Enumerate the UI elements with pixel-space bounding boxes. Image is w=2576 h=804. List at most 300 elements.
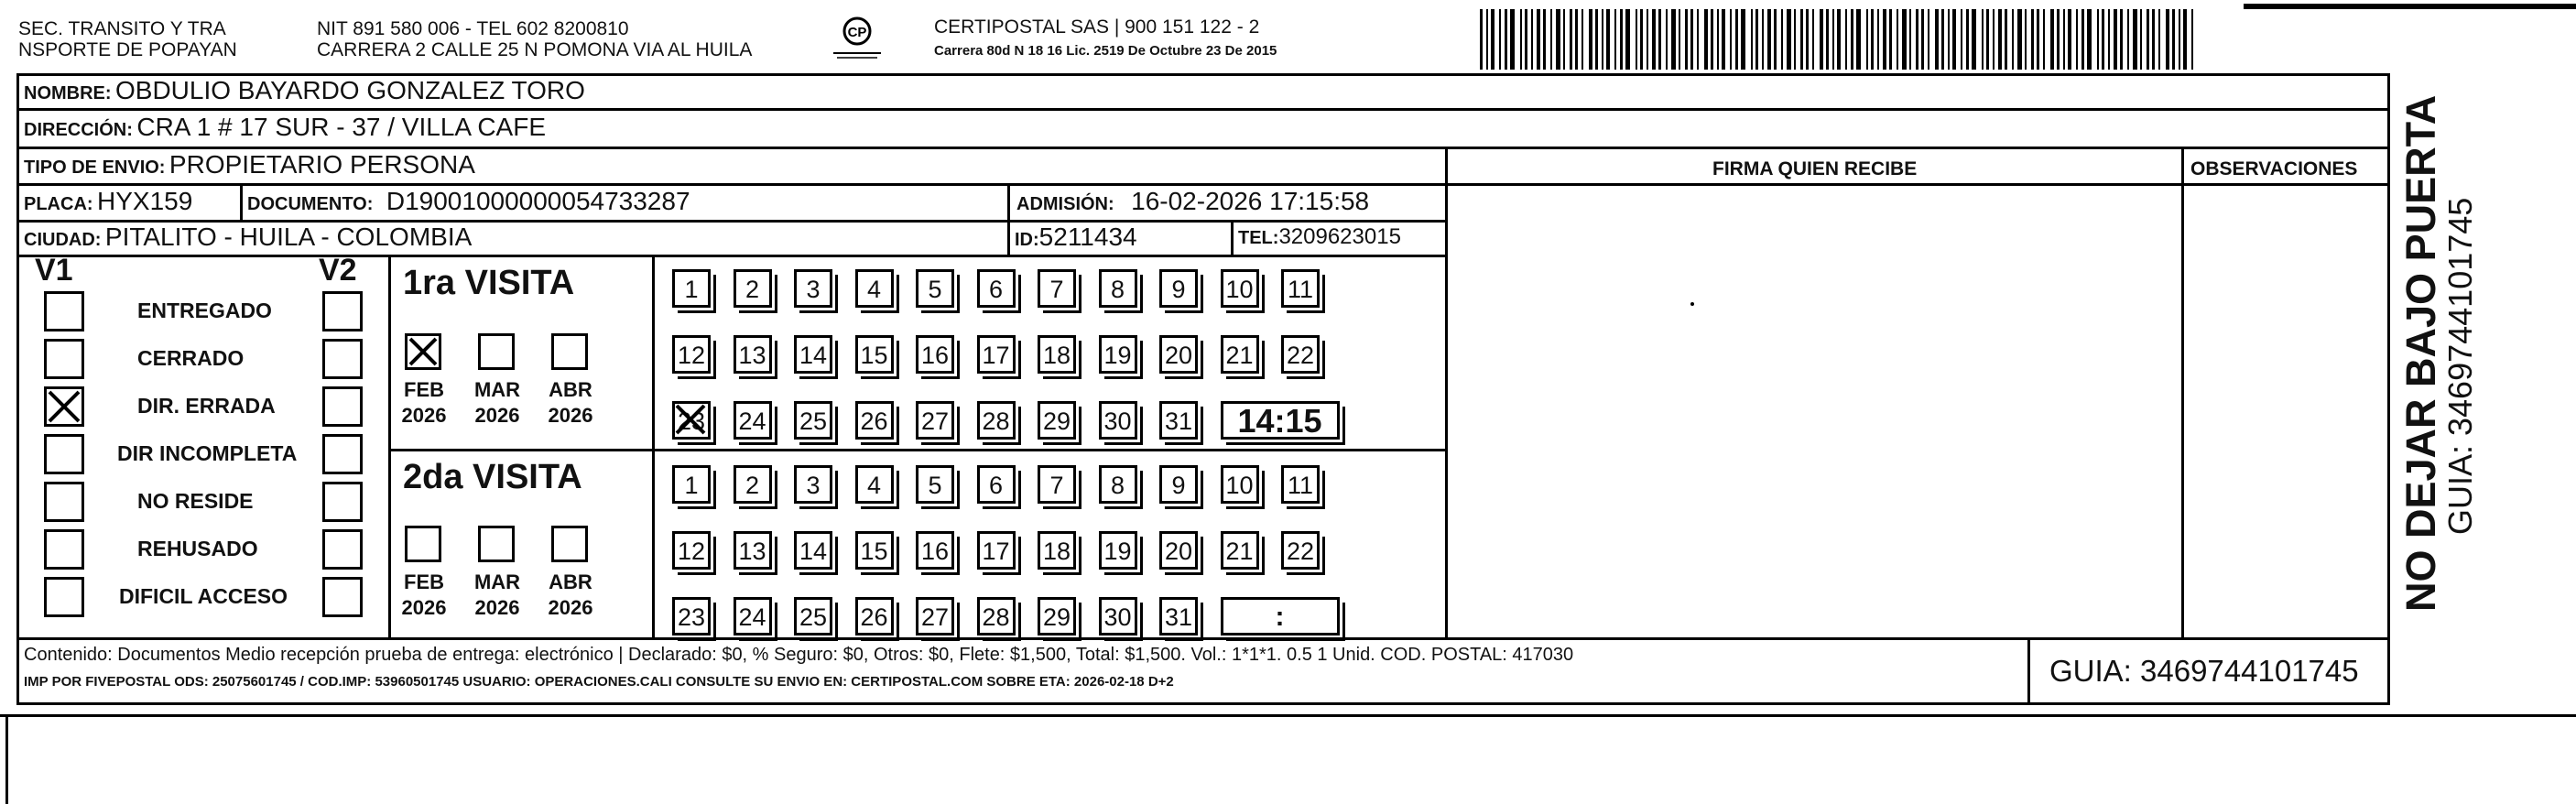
day-box[interactable] bbox=[1159, 465, 1198, 504]
sender-line-2: NSPORTE DE POPAYAN bbox=[18, 39, 237, 60]
day-number: 27 bbox=[920, 407, 950, 435]
nombre-label: NOMBRE: bbox=[24, 83, 112, 103]
day-number: 14 bbox=[799, 342, 828, 369]
barcode-bar bbox=[2081, 9, 2084, 70]
day-box[interactable] bbox=[734, 531, 772, 570]
day-number: 20 bbox=[1164, 538, 1193, 565]
barcode-bar bbox=[1866, 9, 1868, 70]
barcode-bar bbox=[1806, 9, 1809, 70]
day-number: 5 bbox=[928, 472, 942, 499]
carrier-logo-icon bbox=[828, 15, 886, 62]
rule bbox=[652, 255, 655, 637]
day-box[interactable] bbox=[734, 465, 772, 504]
month-checkbox[interactable] bbox=[551, 526, 588, 562]
day-box[interactable] bbox=[1159, 401, 1198, 440]
first-visit-time-box[interactable] bbox=[1221, 401, 1340, 440]
observaciones-label: OBSERVACIONES bbox=[2190, 158, 2358, 179]
bottom-border-line bbox=[0, 714, 2576, 717]
day-box[interactable] bbox=[672, 465, 711, 504]
barcode-bar bbox=[1921, 9, 1924, 70]
day-number: 8 bbox=[1110, 472, 1125, 499]
day-number: 15 bbox=[860, 538, 888, 565]
barcode-bar bbox=[1856, 9, 1861, 70]
month-checkbox[interactable] bbox=[551, 333, 588, 370]
barcode-bar bbox=[1550, 9, 1552, 70]
barcode-bar bbox=[1832, 9, 1834, 70]
barcode-bar bbox=[1722, 9, 1725, 70]
barcode-bar bbox=[1575, 9, 1578, 70]
barcode-bar bbox=[1909, 9, 1911, 70]
tel-value: 3209623015 bbox=[1278, 224, 1401, 249]
barcode-bar bbox=[1711, 9, 1713, 70]
day-number: 1 bbox=[684, 276, 699, 303]
placa-value: HYX159 bbox=[97, 187, 193, 215]
month-name: MAR bbox=[473, 570, 521, 593]
month-label bbox=[538, 570, 603, 621]
barcode-bar bbox=[1685, 9, 1688, 70]
placa-cell bbox=[24, 186, 192, 222]
month-year: 2026 bbox=[548, 596, 593, 619]
left-border-line bbox=[5, 714, 8, 804]
day-box[interactable] bbox=[1099, 465, 1137, 504]
barcode-bar bbox=[1952, 9, 1956, 70]
admision-label: ADMISIÓN: bbox=[1016, 194, 1114, 214]
month-checkbox[interactable] bbox=[405, 526, 441, 562]
day-box[interactable] bbox=[977, 335, 1016, 374]
day-number: 12 bbox=[677, 342, 706, 369]
month-label bbox=[392, 570, 456, 621]
x-mark-icon bbox=[673, 402, 708, 437]
barcode-bar bbox=[2005, 9, 2007, 70]
day-box[interactable] bbox=[734, 597, 772, 636]
day-box[interactable] bbox=[1159, 269, 1198, 308]
documento-value: D19001000000054733287 bbox=[386, 187, 690, 215]
day-number: 14 bbox=[799, 538, 828, 565]
v2-checkbox[interactable] bbox=[322, 291, 363, 331]
footer-contenido: Contenido: Documentos Medio recepción prueba de entrega: electrónico | Declarado: $0, % Seguro: $0, Otros: $0, Flete: $1,500, Total: $1,500. Vol.: 1*1*1. 0.5 1 Unid. COD. POSTAL: 417030 bbox=[24, 645, 1574, 665]
barcode-bar bbox=[1935, 9, 1939, 70]
barcode-bar bbox=[1845, 9, 1847, 70]
day-number: 12 bbox=[677, 538, 706, 565]
day-box[interactable] bbox=[1159, 531, 1198, 570]
barcode-bar bbox=[1480, 9, 1483, 70]
footer-imp-line: IMP POR FIVEPOSTAL ODS: 25075601745 / COD.IMP: 53960501745 USUARIO: OPERACIONES.CALI CONSULTE SU ENVIO EN: CERTIPOSTAL.COM SOBRE ETA: 2026-02-18 D+2 bbox=[24, 674, 1174, 690]
day-number: 11 bbox=[1287, 276, 1314, 303]
no-dejar-bajo-puerta: NO DEJAR BAJO PUERTA bbox=[2397, 94, 2444, 612]
barcode-bar bbox=[1820, 9, 1823, 70]
day-number: 9 bbox=[1171, 276, 1186, 303]
day-number: 23 bbox=[677, 407, 706, 435]
barcode-bar bbox=[1889, 9, 1892, 70]
barcode-bar bbox=[2140, 9, 2142, 70]
month-checkbox[interactable] bbox=[405, 333, 441, 370]
day-box[interactable] bbox=[794, 335, 832, 374]
direccion-label: DIRECCIÓN: bbox=[24, 120, 133, 140]
barcode-bar bbox=[2063, 9, 2065, 70]
barcode-bar bbox=[1897, 9, 1898, 70]
day-number: 10 bbox=[1225, 472, 1254, 499]
month-label bbox=[538, 377, 603, 429]
status-option-label: DIR. ERRADA bbox=[137, 394, 276, 418]
tel-label: TEL: bbox=[1238, 228, 1279, 248]
v2-checkbox[interactable] bbox=[322, 386, 363, 427]
month-year: 2026 bbox=[474, 596, 520, 619]
day-box[interactable] bbox=[1281, 465, 1320, 504]
day-box[interactable] bbox=[734, 269, 772, 308]
tipo-envio-row bbox=[24, 149, 475, 185]
barcode-bar bbox=[1486, 9, 1488, 70]
v2-checkbox[interactable] bbox=[322, 529, 363, 570]
barcode-bar bbox=[1602, 9, 1603, 70]
day-box[interactable] bbox=[977, 597, 1016, 636]
status-option-label: DIFICIL ACCESO bbox=[119, 584, 288, 608]
day-box[interactable] bbox=[1038, 335, 1076, 374]
day-box[interactable] bbox=[916, 465, 954, 504]
day-box[interactable] bbox=[794, 269, 832, 308]
day-box[interactable] bbox=[672, 531, 711, 570]
day-box[interactable] bbox=[855, 531, 894, 570]
barcode-bar bbox=[1671, 9, 1676, 70]
barcode-bar bbox=[1510, 9, 1515, 70]
rule bbox=[1445, 147, 1448, 637]
tipo-envio-label: TIPO DE ENVIO: bbox=[24, 158, 166, 178]
v1-checkbox[interactable] bbox=[44, 291, 84, 331]
barcode-bar bbox=[1556, 9, 1560, 70]
v2-label: V2 bbox=[319, 253, 357, 288]
barcode-bar bbox=[1505, 9, 1507, 70]
tipo-envio-value: PROPIETARIO PERSONA bbox=[168, 150, 475, 179]
barcode-bar bbox=[1916, 9, 1918, 70]
placa-label: PLACA: bbox=[24, 194, 93, 214]
day-box[interactable] bbox=[1099, 401, 1137, 440]
day-box[interactable] bbox=[1281, 335, 1320, 374]
month-label bbox=[465, 570, 529, 621]
day-box[interactable] bbox=[1281, 269, 1320, 308]
barcode-bar bbox=[2025, 9, 2027, 70]
v2-checkbox[interactable] bbox=[322, 482, 363, 522]
day-box[interactable] bbox=[916, 597, 954, 636]
second-visit-title: 2da VISITA bbox=[403, 458, 582, 496]
id-value: 5211434 bbox=[1038, 223, 1137, 251]
v1-checkbox[interactable] bbox=[44, 339, 84, 379]
barcode-bar bbox=[1717, 9, 1719, 70]
day-box[interactable] bbox=[794, 531, 832, 570]
status-option-label: ENTREGADO bbox=[137, 299, 272, 322]
nit-line: NIT 891 580 006 - TEL 602 8200810 bbox=[317, 18, 629, 39]
status-option-label: REHUSADO bbox=[137, 537, 258, 560]
day-number: 28 bbox=[982, 603, 1010, 631]
sender-line-1: SEC. TRANSITO Y TRA bbox=[18, 18, 226, 39]
visit-time: : bbox=[1275, 602, 1285, 632]
month-year: 2026 bbox=[548, 404, 593, 427]
rule bbox=[1007, 183, 1010, 255]
v1-checkbox[interactable] bbox=[44, 529, 84, 570]
v2-checkbox[interactable] bbox=[322, 434, 363, 474]
barcode-bar bbox=[1966, 9, 1969, 70]
barcode-bar bbox=[2158, 9, 2160, 70]
status-option-label: CERRADO bbox=[137, 346, 245, 370]
barcode-bar bbox=[2133, 9, 2137, 70]
day-number: 6 bbox=[988, 472, 1004, 499]
admision-cell bbox=[1016, 186, 1369, 222]
day-number: 3 bbox=[806, 472, 821, 499]
barcode-bar bbox=[1589, 9, 1592, 70]
barcode-bar bbox=[1902, 9, 1907, 70]
top-edge-line bbox=[2244, 4, 2576, 9]
v1-checkbox[interactable] bbox=[44, 577, 84, 617]
day-box[interactable] bbox=[977, 269, 1016, 308]
day-number: 16 bbox=[920, 342, 950, 369]
id-cell bbox=[1015, 222, 1137, 257]
barcode-bar bbox=[1625, 9, 1630, 70]
barcode-bar bbox=[1690, 9, 1693, 70]
barcode-bar bbox=[1794, 9, 1796, 70]
x-mark-icon bbox=[47, 389, 82, 424]
nombre-row bbox=[24, 75, 585, 111]
v1-checkbox[interactable] bbox=[44, 386, 84, 427]
rule bbox=[388, 255, 391, 637]
barcode-bar bbox=[1755, 9, 1758, 70]
day-box[interactable] bbox=[1099, 335, 1137, 374]
rule bbox=[16, 637, 2390, 640]
barcode-bar bbox=[1543, 9, 1546, 70]
day-number: 20 bbox=[1164, 342, 1193, 369]
barcode-bar bbox=[1491, 9, 1495, 70]
x-mark-icon bbox=[408, 336, 439, 367]
address-line: CARRERA 2 CALLE 25 N POMONA VIA AL HUILA bbox=[317, 39, 753, 60]
speck bbox=[1690, 302, 1694, 306]
day-box[interactable] bbox=[855, 465, 894, 504]
barcode-bar bbox=[2120, 9, 2123, 70]
day-box[interactable] bbox=[1159, 597, 1198, 636]
barcode-bar bbox=[2050, 9, 2054, 70]
firma-quien-recibe-label: FIRMA QUIEN RECIBE bbox=[1712, 158, 1918, 179]
barcode-bar bbox=[1774, 9, 1777, 70]
barcode-bar bbox=[1972, 9, 1976, 70]
barcode-bar bbox=[2172, 9, 2175, 70]
day-box[interactable] bbox=[977, 465, 1016, 504]
day-number: 10 bbox=[1225, 276, 1254, 303]
day-box[interactable] bbox=[855, 335, 894, 374]
v1-checkbox[interactable] bbox=[44, 434, 84, 474]
first-visit-title: 1ra VISITA bbox=[403, 264, 575, 302]
day-box[interactable] bbox=[1099, 531, 1137, 570]
footer-guia: GUIA: 3469744101745 bbox=[2049, 654, 2359, 688]
barcode-bar bbox=[1982, 9, 1984, 70]
day-box[interactable] bbox=[916, 335, 954, 374]
barcode-bar bbox=[2043, 9, 2045, 70]
day-box[interactable] bbox=[1038, 401, 1076, 440]
barcode-bar bbox=[1993, 9, 1994, 70]
day-box[interactable] bbox=[734, 401, 772, 440]
ciudad-label: CIUDAD: bbox=[24, 230, 102, 250]
day-box[interactable] bbox=[855, 269, 894, 308]
day-box[interactable] bbox=[916, 269, 954, 308]
barcode-bar bbox=[1928, 9, 1929, 70]
day-number: 21 bbox=[1225, 342, 1254, 369]
status-option-label: NO RESIDE bbox=[137, 489, 254, 513]
month-label bbox=[392, 377, 456, 429]
day-number: 24 bbox=[738, 603, 766, 631]
carrier-name: CERTIPOSTAL SAS | 900 151 122 - 2 bbox=[934, 16, 1260, 38]
barcode-bar bbox=[1525, 9, 1527, 70]
day-number: 1 bbox=[684, 472, 699, 499]
rule bbox=[240, 183, 243, 220]
day-box[interactable] bbox=[977, 531, 1016, 570]
day-number: 25 bbox=[799, 407, 828, 435]
day-box[interactable] bbox=[794, 465, 832, 504]
barcode-bar bbox=[1620, 9, 1623, 70]
barcode-bar bbox=[2147, 9, 2149, 70]
barcode-bar bbox=[2102, 9, 2104, 70]
day-box[interactable] bbox=[794, 597, 832, 636]
day-box[interactable] bbox=[1221, 335, 1259, 374]
status-option-label: DIR INCOMPLETA bbox=[117, 441, 298, 465]
barcode-bar bbox=[2191, 9, 2193, 70]
day-number: 5 bbox=[928, 276, 942, 303]
day-number: 13 bbox=[738, 342, 766, 369]
barcode-bar bbox=[2076, 9, 2078, 70]
visit-time: 14:15 bbox=[1237, 402, 1322, 440]
barcode-bar bbox=[2012, 9, 2014, 70]
day-box[interactable] bbox=[1038, 465, 1076, 504]
barcode-bar bbox=[1647, 9, 1648, 70]
barcode-bar bbox=[1812, 9, 1814, 70]
day-box[interactable] bbox=[977, 401, 1016, 440]
v2-checkbox[interactable] bbox=[322, 577, 363, 617]
day-box[interactable] bbox=[1281, 531, 1320, 570]
day-number: 22 bbox=[1286, 538, 1315, 565]
day-number: 26 bbox=[860, 603, 888, 631]
v1-checkbox[interactable] bbox=[44, 482, 84, 522]
month-name: ABR bbox=[549, 378, 592, 401]
day-number: 6 bbox=[988, 276, 1004, 303]
ciudad-cell bbox=[24, 222, 472, 257]
barcode-bar bbox=[2031, 9, 2034, 70]
day-number: 29 bbox=[1042, 603, 1071, 631]
day-box[interactable] bbox=[1221, 269, 1259, 308]
day-box[interactable] bbox=[1221, 531, 1259, 570]
barcode-bar bbox=[1563, 9, 1565, 70]
barcode-bar bbox=[1697, 9, 1699, 70]
day-box[interactable] bbox=[794, 401, 832, 440]
day-box[interactable] bbox=[672, 401, 711, 440]
barcode-bar bbox=[1998, 9, 2002, 70]
day-number: 4 bbox=[866, 276, 882, 303]
day-box[interactable] bbox=[916, 401, 954, 440]
day-number: 22 bbox=[1286, 342, 1315, 369]
barcode-bar bbox=[1741, 9, 1745, 70]
barcode-bar bbox=[1948, 9, 1950, 70]
barcode-bar bbox=[1826, 9, 1829, 70]
barcode-bar bbox=[1652, 9, 1656, 70]
v2-checkbox[interactable] bbox=[322, 339, 363, 379]
barcode-bar bbox=[1986, 9, 1989, 70]
svg-text:CP: CP bbox=[847, 25, 867, 40]
rule bbox=[1231, 220, 1234, 255]
day-box[interactable] bbox=[1159, 335, 1198, 374]
day-box[interactable] bbox=[916, 531, 954, 570]
barcode-bar bbox=[1871, 9, 1874, 70]
id-label: ID: bbox=[1015, 230, 1039, 250]
barcode-bar bbox=[1570, 9, 1572, 70]
sender-contact bbox=[317, 18, 752, 60]
day-box[interactable] bbox=[1221, 465, 1259, 504]
day-number: 15 bbox=[860, 342, 888, 369]
barcode-bar bbox=[2057, 9, 2060, 70]
day-number: 19 bbox=[1103, 538, 1132, 565]
day-number: 18 bbox=[1042, 538, 1071, 565]
day-number: 11 bbox=[1287, 472, 1314, 499]
day-box[interactable] bbox=[734, 335, 772, 374]
day-box[interactable] bbox=[855, 597, 894, 636]
barcode-bar bbox=[1666, 9, 1668, 70]
ciudad-value: PITALITO - HUILA - COLOMBIA bbox=[104, 223, 473, 251]
second-visit-time-box[interactable] bbox=[1221, 597, 1340, 636]
rule bbox=[2027, 637, 2030, 705]
day-box[interactable] bbox=[672, 335, 711, 374]
barcode-bar bbox=[1658, 9, 1661, 70]
day-number: 30 bbox=[1103, 407, 1132, 435]
barcode-bar bbox=[1883, 9, 1886, 70]
barcode-bar bbox=[1941, 9, 1944, 70]
side-guia: GUIA: 3469744101745 bbox=[2441, 197, 2479, 535]
barcode-bar bbox=[1595, 9, 1598, 70]
direccion-row bbox=[24, 112, 546, 147]
day-number: 26 bbox=[860, 407, 888, 435]
day-box[interactable] bbox=[672, 597, 711, 636]
day-number: 13 bbox=[738, 538, 766, 565]
barcode-bar bbox=[1837, 9, 1841, 70]
barcode-bar bbox=[1762, 9, 1764, 70]
barcode-bar bbox=[2152, 9, 2155, 70]
barcode-bar bbox=[1520, 9, 1522, 70]
barcode-bar bbox=[1961, 9, 1962, 70]
day-box[interactable] bbox=[855, 401, 894, 440]
barcode-bar bbox=[2037, 9, 2039, 70]
barcode bbox=[1480, 9, 2205, 70]
day-number: 3 bbox=[806, 276, 821, 303]
day-box[interactable] bbox=[1038, 597, 1076, 636]
barcode-bar bbox=[2183, 9, 2187, 70]
month-year: 2026 bbox=[401, 596, 447, 619]
barcode-bar bbox=[1499, 9, 1501, 70]
barcode-bar bbox=[1606, 9, 1610, 70]
day-number: 17 bbox=[982, 538, 1010, 565]
month-checkbox[interactable] bbox=[478, 526, 515, 562]
month-checkbox[interactable] bbox=[478, 333, 515, 370]
day-box[interactable] bbox=[1038, 269, 1076, 308]
day-box[interactable] bbox=[1099, 269, 1137, 308]
barcode-bar bbox=[2179, 9, 2180, 70]
day-number: 17 bbox=[982, 342, 1010, 369]
day-number: 8 bbox=[1110, 276, 1125, 303]
day-box[interactable] bbox=[1099, 597, 1137, 636]
barcode-bar bbox=[2017, 9, 2022, 70]
month-label bbox=[465, 377, 529, 429]
barcode-bar bbox=[2114, 9, 2117, 70]
day-box[interactable] bbox=[1038, 531, 1076, 570]
day-box[interactable] bbox=[672, 269, 711, 308]
barcode-bar bbox=[1767, 9, 1771, 70]
barcode-bar bbox=[1640, 9, 1643, 70]
month-year: 2026 bbox=[474, 404, 520, 427]
day-number: 30 bbox=[1103, 603, 1132, 631]
barcode-bar bbox=[2166, 9, 2169, 70]
day-number: 7 bbox=[1049, 472, 1064, 499]
tel-cell bbox=[1238, 222, 1401, 255]
barcode-bar bbox=[1787, 9, 1791, 70]
